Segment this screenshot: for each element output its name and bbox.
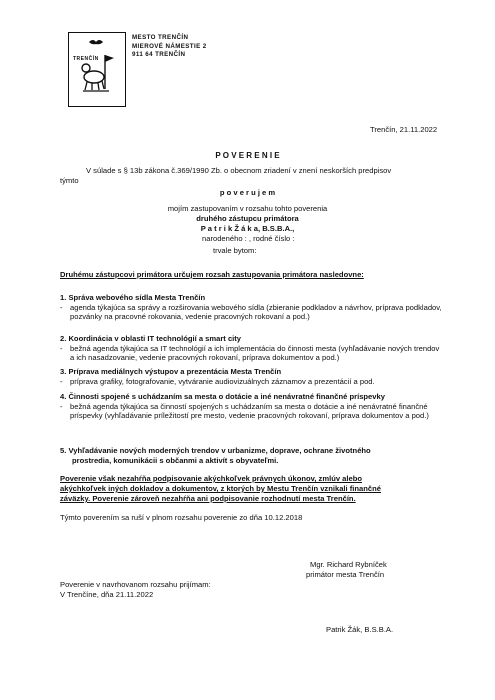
list-item-5-line2: prostredia, komunikácii s občanmi a aktivít s obyvateľmi. [72,456,279,465]
org-name: MESTO TRENČÍN [132,34,189,41]
logo-text: TRENČÍN [73,56,99,62]
scope-text: mojím zastupovaním v rozsahu tohto poverenia [167,204,328,213]
cancellation-text: Týmto poverením sa ruší v plnom rozsahu poverenie zo dňa 10.12.2018 [60,513,303,522]
list-item-text: bežná agenda týkajúca sa činností spojených s uchádzaním sa mesta o dotácie a iné nenávratné finančné príspevky (vyhľadávanie príležitostí pre mesto, vedenie pracovných rokovaní, príprava dokumentov a pod.) [70,401,429,421]
list-item-heading: 1. Správa webového sídla Mesta Trenčín [60,293,206,302]
section-heading: Druhému zástupcovi primátora určujem rozsah zastupovania primátora nasledovne: [60,270,364,279]
organization-address [132,34,207,60]
city-coat-of-arms-logo [68,32,126,107]
document-title: P O V E R E N I E [215,151,280,160]
residence-info: trvale bytom: [213,246,257,255]
list-item: 1. Správa webového sídla Mesta Trenčín - agenda týkajúca sa správy a rozširovania webového sídla (zbieranie podkladov a návrhov, príprava podkladov, pozvánky na pracovné rokovania, vedenie pracovných rokovaní a pod.) [60,293,442,322]
list-item: 3. Príprava mediálnych výstupov a prezentácia Mesta Trenčín - príprava grafiky, fotografovanie, vytváranie audiovizuálnych záznamov a prezentácií a pod. [60,367,442,386]
restriction-text-2: akýchkoľvek iných dokladov a dokumentov, z ktorých by Mestu Trenčín vznikali finančné [60,484,381,493]
org-city: 911 64 TRENČÍN [132,51,186,59]
restriction-text-1: Poverenie však nezahŕňa podpisovanie akýchkoľvek právnych úkonov, zmlúv alebo [60,474,363,483]
list-item-5-line1: 5. Vyhľadávanie nových moderných trendov v urbanizme, doprave, ochrane životného [60,446,371,455]
list-item-text: agenda týkajúca sa správy a rozširovania webového sídla (zbieranie podkladov a návrhov, príprava podkladov, pozvánky na pracovné rokovania, vedenie pracovných rokovaní a pod.) [70,302,442,322]
signer-deputy-name: Patrik Žák, B.S.B.A. [326,625,394,634]
intro-text: V súlade s § 13b zákona č.369/1990 Zb. o obecnom zriadení v znení neskorších predpisov [86,166,392,175]
intro-text-2: týmto [60,176,79,185]
acceptance-text: Poverenie v navrhovanom rozsahu prijímam: [60,580,211,589]
signer-mayor-name: Mgr. Richard Rybníček [310,560,387,569]
list-item-heading: 2. Koordinácia v oblasti IT technológií a smart city [60,334,242,343]
restriction-text-3: záväzky. Poverenie zároveň nezahŕňa ani podpisovanie rozhodnutí mesta Trenčín. [60,494,356,503]
date-line: Trenčín, 21.11.2022 [370,125,438,134]
list-item: 2. Koordinácia v oblasti IT technológií a smart city - bežná agenda týkajúca sa IT technológií a ich implementácia do činnosti mesta (vyhľadávanie nových trendov a ich nasadzovanie, vedenie pracovných rokovaní, príprava dokumentov a pod.) [60,334,442,363]
signer-mayor-title: primátor mesta Trenčín [306,570,385,579]
acceptance-date: V Trenčíne, dňa 21.11.2022 [60,590,154,599]
list-item-text: bežná agenda týkajúca sa IT technológií a ich implementácia do činnosti mesta (vyhľadávanie nových trendov a ich nasadzovanie, vedenie pracovných rokovaní, príprava dokumentov a pod.) [70,343,440,363]
list-item-text: príprava grafiky, fotografovanie, vytváranie audiovizuálnych záznamov a prezentácií a pod. [70,376,375,386]
lamb-emblem-icon [69,33,124,105]
person-name: P a t r i k Ž á k a, B.S.B.A., [200,224,295,233]
list-item-heading: 3. Príprava mediálnych výstupov a prezentácia Mesta Trenčín [60,367,282,376]
org-street: MIEROVÉ NÁMESTIE 2 [132,42,207,50]
role-text: druhého zástupcu primátora [196,214,299,223]
poverujem-text: p o v e r u j e m [219,188,276,197]
list-item: 4. Činnosti spojené s uchádzaním sa mesta o dotácie a iné nenávratné finančné príspevky - bežná agenda týkajúca sa činností spojených s uchádzaním sa mesta o dotácie a iné nenávratné finančné príspevky (vyhľadávanie príležitostí pre mesto, vedenie pracovných rokovaní, príprava dokumentov a pod.) [60,392,442,421]
birth-info: narodeného : , rodné číslo : [202,234,295,243]
list-item-heading: 4. Činnosti spojené s uchádzaním sa mesta o dotácie a iné nenávratné finančné príspevky [60,392,385,401]
